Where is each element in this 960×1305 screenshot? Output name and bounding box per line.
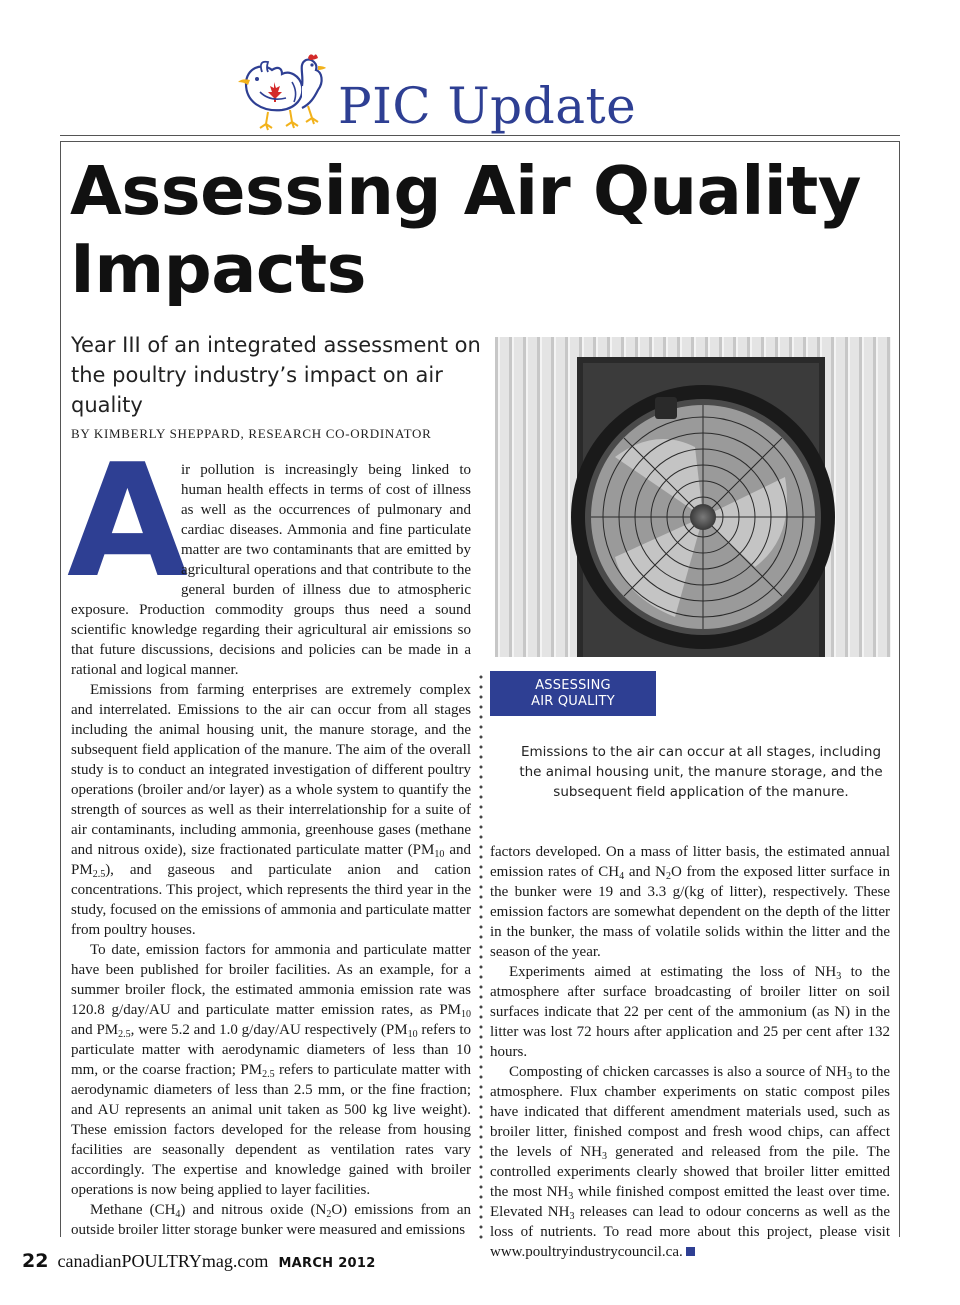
paragraph-5: [490, 842, 890, 962]
subscript: 2.5: [118, 1029, 131, 1040]
subscript: 10: [407, 1029, 418, 1040]
section-tag: [490, 671, 656, 716]
masthead-rule: [60, 135, 900, 136]
paragraph-6-text-b: to the atmosphere after surface broadcasting of broiler litter on soil surfaces indicate that 22 per cent of the ammonium (as N) in the litter was lost 72 hours after application and 25 per cent after 132 hours.: [490, 964, 890, 1060]
paragraph-4-text-a: Methane (CH: [90, 1202, 176, 1218]
paragraph-7: [490, 1062, 890, 1262]
subscript: 4: [175, 1209, 181, 1220]
subscript: 2: [326, 1209, 332, 1220]
subscript: 2: [666, 871, 672, 882]
masthead: [232, 52, 652, 135]
paragraph-2-text-c: ), and gaseous and particulate anion and cation concentrations. This project, which represents the third year in the study, focused on the emissions of ammonia and particulate matter from poultry houses.: [71, 862, 471, 938]
poultry-logo-icon: [232, 52, 332, 134]
frame-right-rule: [899, 141, 900, 1237]
paragraph-3-text-e: refers to particulate matter with aerodynamic diameters of less than 2.5 mm, or the fine fraction; and AU represents an animal unit taken as 500 kg live weight). These emission factors developed for the release from housing facilities are seasonally dependent as ventilation rates vary accordingly. The expertise and knowledge gained with broiler operations is now being applied to layer facilities.: [71, 1062, 471, 1198]
ventilation-fan-illustration: [495, 337, 891, 657]
paragraph-7-text-e: releases can lead to odour concerns as well as the loss of nutrients. To read more about this project, please visit www.poultryindustrycouncil.ca.: [490, 1204, 890, 1260]
paragraph-4-text-c: O) emissions from an outside broiler litter storage bunker were measured and emissions: [71, 1202, 471, 1238]
paragraph-7-text-d: while finished compost emitted the least over time. Elevated NH: [490, 1184, 890, 1220]
paragraph-3-text-a: To date, emission factors for ammonia and particulate matter have been published for broiler facilities. As an example, for a summer broiler flock, the estimated ammonia emission rate was 120.8 g/day/AU and particulate matter emission rates, as PM: [71, 942, 471, 1018]
subscript: 2.5: [262, 1069, 275, 1080]
page-footer: [22, 1250, 622, 1272]
paragraph-5-text-a: factors developed. On a mass of litter basis, the estimated annual emission rates of CH: [490, 844, 890, 880]
paragraph-2-text-b: and PM: [71, 842, 471, 878]
article-title-line1: Assessing Air Quality: [70, 152, 861, 230]
article-column-right: [490, 842, 891, 1260]
subscript: 10: [461, 1009, 471, 1020]
subscript: 4: [619, 871, 625, 882]
footer-site: canadianPOULTRYmag.com: [57, 1251, 269, 1271]
paragraph-2-text-a: Emissions from farming enterprises are extremely complex and interrelated. Emissions to the air can occur from all stages including the animal housing unit, the manure storage, and the subsequent field application of the manure. The aim of the overall study is to conduct an integrated investigation of different poultry operations (broiler and/or layer) as a whole system to quantify the strength of sources as well as their interrelationship for a suite of air contaminants, including ammonia, greenhouse gases (methane and nitrous oxide), size fractionated particulate matter (PM: [71, 682, 471, 858]
section-tag-line1: ASSESSING: [535, 678, 611, 693]
subscript: 3: [847, 1071, 853, 1082]
paragraph-5-text-b: and N: [624, 864, 667, 880]
footer-issue: MARCH 2012: [278, 1256, 376, 1271]
paragraph-3-text-c: , were 5.2 and 1.0 g/day/AU respectively (PM: [130, 1022, 408, 1038]
paragraph-5-text-c: O from the exposed litter surface in the bunker were 19 and 3.3 g/(kg of litter), respectively. These emission factors are somewhat dependent on the depth of the litter in the bunker, the mass of volatile solids within the litter and the season of the year.: [490, 864, 891, 960]
paragraph-1-text: ir pollution is increasingly being linked to human health effects in terms of cost of illness as well as the occurrences of pulmonary and cardiac diseases. Ammonia and fine particulate matter are two contaminants that are emitted by agricultural operations and that contribute to the general burden of illness due to atmospheric exposure. Production commodity groups thus need a sound scientific knowledge regarding their agricultural air emissions so that future discussions, decisions and policies can be made in a rational and logical manner.: [71, 462, 471, 678]
subscript: 3: [569, 1211, 575, 1222]
paragraph-7-text-a: Composting of chicken carcasses is also a source of NH: [509, 1064, 848, 1080]
frame-left-rule: [60, 141, 61, 1237]
end-of-article-icon: [686, 1247, 695, 1256]
subscript: 3: [836, 971, 842, 982]
subscript: 10: [434, 849, 445, 860]
paragraph-3: [71, 940, 471, 1200]
column-divider-dots: [478, 672, 484, 1240]
paragraph-7-text-c: generated and released from the pile. The controlled experiments clearly showed that broiler litter emitted the most NH: [490, 1144, 891, 1200]
paragraph-3-text-b: and PM: [71, 1022, 119, 1038]
subscript: 3: [568, 1191, 574, 1202]
photo-caption: Emissions to the air can occur at all stages, including the animal housing unit, the manure storage, and the subsequent field application of the manure.: [519, 744, 883, 800]
article-title-line2: Impacts: [70, 230, 367, 308]
drop-cap: A: [67, 430, 188, 612]
subscript: 2.5: [92, 869, 106, 880]
paragraph-4: [71, 1200, 471, 1240]
page-number: 22: [22, 1250, 49, 1272]
section-tag-line2: AIR QUALITY: [531, 694, 615, 709]
article-title: [70, 152, 890, 308]
paragraph-7-text-b: to the atmosphere. Flux chamber experiments on static compost piles have indicated that different amendment materials used, such as broiler litter, finished compost and fresh wood chips, can affect the levels of NH: [490, 1064, 890, 1160]
frame-top-rule: [60, 141, 900, 142]
paragraph-4-text-b: ) and nitrous oxide (N: [180, 1202, 327, 1218]
subscript: 3: [601, 1151, 607, 1162]
fan-photo: [495, 337, 891, 657]
paragraph-2: [71, 680, 471, 940]
paragraph-6: [490, 962, 890, 1062]
article-subtitle: Year III of an integrated assessment on the poultry industry’s impact on air quality: [71, 333, 481, 417]
paragraph-6-text-a: Experiments aimed at estimating the loss of NH: [509, 964, 837, 980]
section-name: PIC Update: [338, 77, 637, 135]
article-byline: BY KIMBERLY SHEPPARD, RESEARCH CO-ORDINATOR: [71, 426, 432, 441]
paragraph-3-text-d: refers to particulate matter with aerodynamic diameters of less than 10 mm, or the coarse fraction; PM: [71, 1022, 471, 1078]
